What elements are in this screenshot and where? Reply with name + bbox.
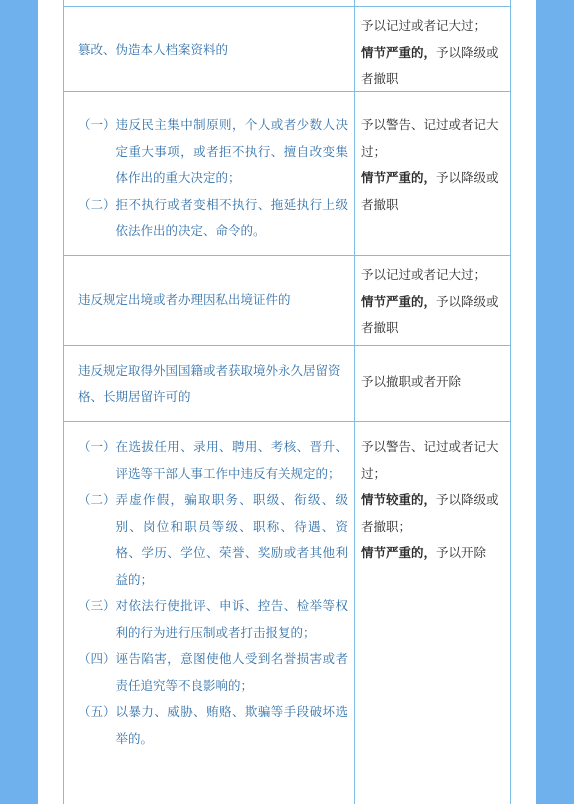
- table-row: [64, 422, 510, 804]
- violation-list: [78, 112, 348, 245]
- penalty-cell: [361, 112, 506, 218]
- penalty-cell: [361, 434, 506, 567]
- list-item: [78, 192, 348, 245]
- item-number: （二）: [78, 196, 116, 212]
- penalty-line: 予以记过或者记大过；: [361, 267, 487, 282]
- penalty-line: 情节严重的，予以降级或者撤职: [361, 170, 499, 212]
- item-number: （四）: [78, 651, 116, 666]
- penalty-line: 情节严重的，予以降级或者撤职: [361, 293, 499, 335]
- violation-text: 违反规定取得外国国籍或者获取境外永久居留资格、长期居留许可的: [78, 363, 341, 404]
- list-item: [78, 434, 348, 487]
- penalty-line: 情节较重的，予以降级或者撤职；: [361, 492, 499, 534]
- item-text: 以暴力、威胁、贿赂、欺骗等手段破坏选举的。: [115, 704, 348, 746]
- table-row: [64, 256, 510, 346]
- penalty-cell: [361, 369, 506, 396]
- item-number: （二）: [78, 492, 116, 507]
- item-number: （五）: [78, 704, 116, 719]
- penalty-line: 予以撤职或者开除: [361, 374, 462, 389]
- table-row: [64, 6, 510, 92]
- item-text: 在选拔任用、录用、聘用、考核、晋升、评选等干部人事工作中违反有关规定的；: [115, 439, 348, 481]
- item-text: 违反民主集中制原则，个人或者少数人决定重大事项，或者拒不执行、擅自改变集体作出的重大决定的；: [115, 117, 348, 185]
- item-text: 对依法行使批评、申诉、控告、检举等权利的行为进行压制或者打击报复的；: [115, 598, 348, 640]
- list-item: [78, 699, 348, 752]
- list-item: [78, 487, 348, 593]
- penalty-cell: [361, 13, 506, 93]
- list-item: [78, 112, 348, 192]
- item-number: （一）: [78, 117, 116, 132]
- violation-text: 违反规定出境或者办理因私出境证件的: [78, 292, 291, 307]
- violation-list: [78, 434, 348, 752]
- item-text: 诬告陷害，意图使他人受到名誉损害或者责任追究等不良影响的；: [115, 651, 348, 693]
- penalty-line: 予以记过或者记大过；: [361, 18, 487, 33]
- item-number: （三）: [78, 598, 116, 613]
- table-row: [64, 92, 510, 256]
- list-item: [78, 646, 348, 699]
- list-item: [78, 593, 348, 646]
- document-page: [38, 0, 536, 804]
- table-row: [64, 346, 510, 422]
- penalty-line: 予以警告、记过或者记大过；: [361, 117, 499, 159]
- item-text: 弄虚作假，骗取职务、职级、衔级、级别、岗位和职员等级、职称、待遇、资格、学历、学位、荣誉、奖励或者其他利益的；: [115, 492, 348, 587]
- item-text: 拒不执行或者变相不执行、拖延执行上级依法作出的决定、命令的。: [115, 196, 348, 238]
- item-number: （一）: [78, 439, 116, 454]
- penalty-cell: [361, 262, 506, 342]
- violation-text: 篡改、伪造本人档案资料的: [78, 42, 229, 57]
- penalty-line: 情节严重的，予以降级或者撤职: [361, 44, 499, 86]
- penalty-line: 予以警告、记过或者记大过；: [361, 439, 499, 481]
- regulation-table: [63, 0, 511, 804]
- penalty-line: 情节严重的，予以开除: [361, 545, 487, 560]
